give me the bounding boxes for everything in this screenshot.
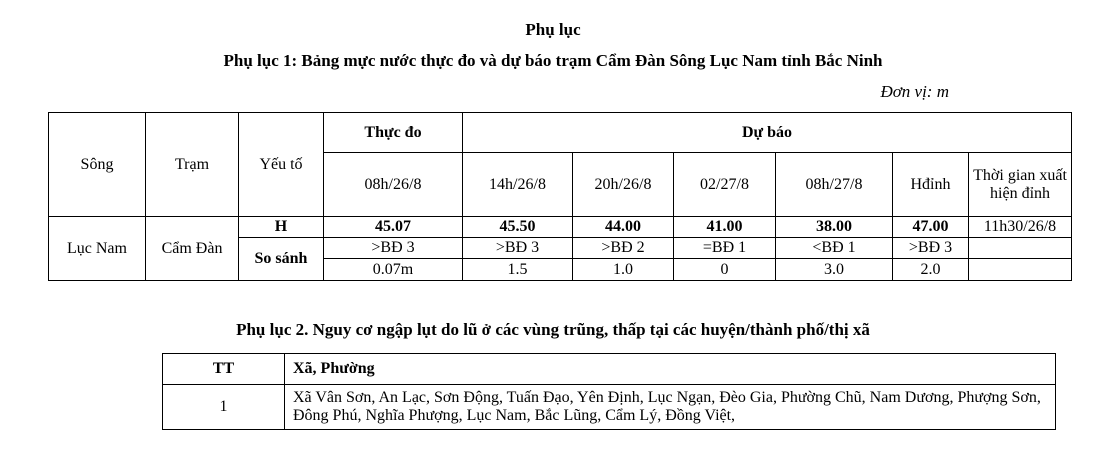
cell-h-value: 41.00 (674, 217, 776, 238)
header-tram: Trạm (146, 113, 239, 217)
cell-h-label: H (239, 217, 324, 238)
cell-compare: <BĐ 1 (776, 238, 893, 259)
flood-risk-table (162, 353, 1056, 430)
header-time: 20h/26/8 (573, 153, 674, 217)
header-time: 08h/26/8 (324, 153, 463, 217)
cell-diff: 3.0 (776, 259, 893, 281)
appendix-1-title: Phụ lục 1: Bảng mực nước thực đo và dự báo trạm Cẩm Đàn Sông Lục Nam tỉnh Bắc Ninh (223, 51, 883, 70)
cell-compare (969, 238, 1072, 259)
row-tt: 1 (163, 385, 285, 430)
row-xa-list: Xã Vân Sơn, An Lạc, Sơn Động, Tuấn Đạo, Yên Định, Lục Ngạn, Đèo Gia, Phường Chũ, Nam Dương, Phượng Sơn, Đông Phú, Nghĩa Phượng, Lục Nam, Bắc Lũng, Cẩm Lý, Đồng Việt, (285, 385, 1056, 430)
cell-compare: >BĐ 2 (573, 238, 674, 259)
cell-diff: 2.0 (893, 259, 969, 281)
cell-h-value: 44.00 (573, 217, 674, 238)
unit-label: Đơn vị: m (880, 82, 949, 101)
cell-h-value: 45.07 (324, 217, 463, 238)
header-time: 08h/27/8 (776, 153, 893, 217)
cell-compare: =BĐ 1 (674, 238, 776, 259)
cell-compare: >BĐ 3 (463, 238, 573, 259)
header-yeu-to: Yếu tố (239, 113, 324, 217)
header-time: 14h/26/8 (463, 153, 573, 217)
cell-compare: >BĐ 3 (324, 238, 463, 259)
header-du-bao: Dự báo (463, 113, 1072, 153)
cell-compare: >BĐ 3 (893, 238, 969, 259)
water-level-table (48, 112, 1072, 281)
cell-diff: 0.07m (324, 259, 463, 281)
cell-diff: 0 (674, 259, 776, 281)
header-time: 02/27/8 (674, 153, 776, 217)
header-thuc-do: Thực đo (324, 113, 463, 153)
cell-diff: 1.5 (463, 259, 573, 281)
cell-h-value: 45.50 (463, 217, 573, 238)
cell-h-value: 47.00 (893, 217, 969, 238)
cell-h-value: 38.00 (776, 217, 893, 238)
header-hdinh: Hđỉnh (893, 153, 969, 217)
cell-tram: Cẩm Đàn (146, 217, 239, 281)
cell-diff: 1.0 (573, 259, 674, 281)
page-title: Phụ lục (525, 20, 581, 39)
cell-peak-time: 11h30/26/8 (969, 217, 1072, 238)
cell-song: Lục Nam (49, 217, 146, 281)
header-song: Sông (49, 113, 146, 217)
cell-diff (969, 259, 1072, 281)
header-xa-phuong: Xã, Phường (285, 354, 1056, 385)
cell-so-sanh-label: So sánh (239, 238, 324, 281)
appendix-2-title: Phụ lục 2. Nguy cơ ngập lụt do lũ ở các vùng trũng, thấp tại các huyện/thành phố/thị xã (236, 320, 870, 339)
header-thoi-gian: Thời gian xuất hiện đỉnh (969, 153, 1072, 217)
header-tt: TT (163, 354, 285, 385)
